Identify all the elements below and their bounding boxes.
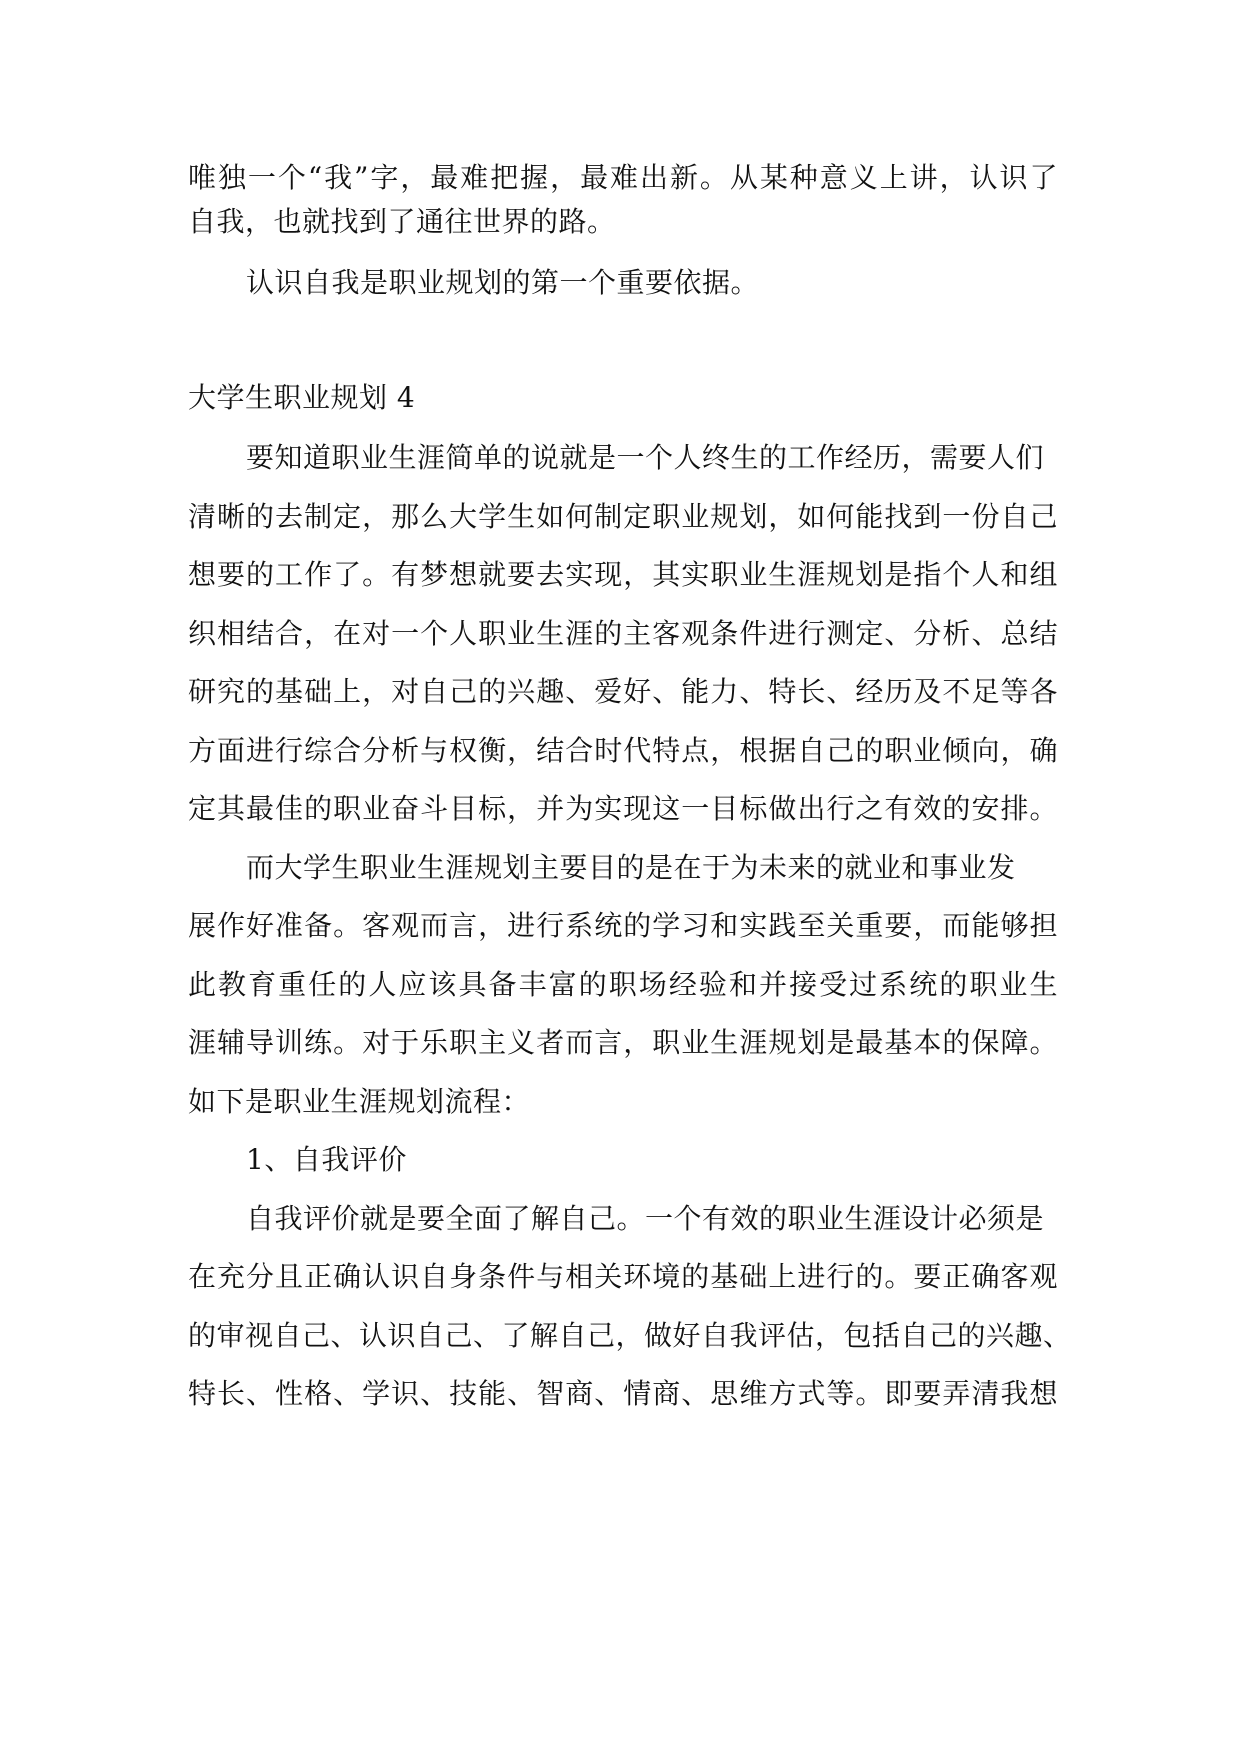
paragraph-line: 涯辅导训练。对于乐职主义者而言，职业生涯规划是最基本的保障。: [188, 1026, 1058, 1059]
paragraph-line: 自我评价就是要全面了解自己。一个有效的职业生涯设计必须是: [246, 1202, 1045, 1235]
paragraph-line: 唯独一个“我”字，最难把握，最难出新。从某种意义上讲，认识了: [188, 161, 1058, 194]
paragraph-line: 方面进行综合分析与权衡，结合时代特点，根据自己的职业倾向，确: [188, 734, 1058, 767]
section-heading: 大学生职业规划 4: [188, 381, 416, 414]
paragraph-line: 此教育重任的人应该具备丰富的职场经验和并接受过系统的职业生: [188, 968, 1058, 1001]
paragraph-line: 的审视自己、认识自己、了解自己，做好自我评估，包括自己的兴趣、: [188, 1319, 1072, 1352]
paragraph-line: 自我，也就找到了通往世界的路。: [188, 205, 616, 238]
paragraph-line: 认识自我是职业规划的第一个重要依据。: [246, 266, 760, 299]
paragraph-line: 展作好准备。客观而言，进行系统的学习和实践至关重要，而能够担: [188, 909, 1058, 942]
paragraph-line: 特长、性格、学识、技能、智商、情商、思维方式等。即要弄清我想: [188, 1377, 1058, 1410]
paragraph-line: 清晰的去制定，那么大学生如何制定职业规划，如何能找到一份自己: [188, 500, 1058, 533]
list-item-heading: 1、自我评价: [246, 1143, 407, 1176]
paragraph-line: 想要的工作了。有梦想就要去实现，其实职业生涯规划是指个人和组: [188, 558, 1058, 591]
paragraph-line: 织相结合，在对一个人职业生涯的主客观条件进行测定、分析、总结: [188, 617, 1058, 650]
paragraph-line: 在充分且正确认识自身条件与相关环境的基础上进行的。要正确客观: [188, 1260, 1058, 1293]
paragraph-line: 如下是职业生涯规划流程：: [188, 1085, 531, 1118]
paragraph-line: 而大学生职业生涯规划主要目的是在于为未来的就业和事业发: [246, 851, 1016, 884]
paragraph-line: 定其最佳的职业奋斗目标，并为实现这一目标做出行之有效的安排。: [188, 792, 1058, 825]
paragraph-line: 研究的基础上，对自己的兴趣、爱好、能力、特长、经历及不足等各: [188, 675, 1058, 708]
paragraph-line: 要知道职业生涯简单的说就是一个人终生的工作经历，需要人们: [246, 441, 1045, 474]
